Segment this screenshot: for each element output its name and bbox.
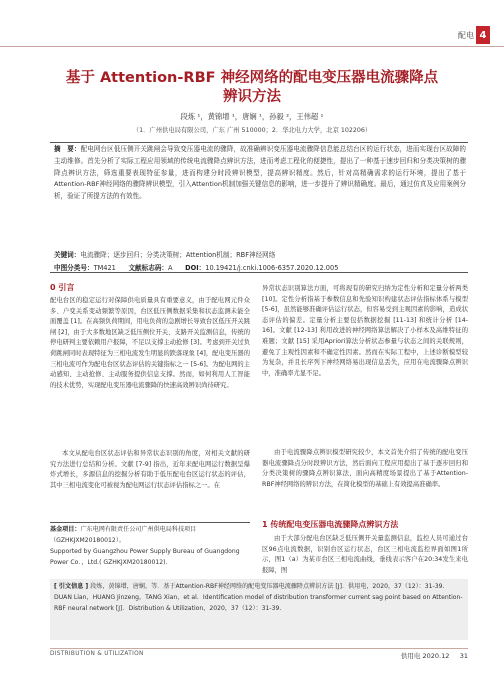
classification xyxy=(54,262,466,272)
issue-box: 4 xyxy=(476,26,490,44)
affiliation: （1．广州供电局有限公司，广东 广州 510000；2．华北电力大学，北京 102206） xyxy=(132,127,372,134)
funding-text-cn: 广东电网有限责任公司广州供电局科技项目（GZHKJXM20180012）。 xyxy=(50,526,197,544)
intro-left-para2: 本文从配电台区状态评估和异常状态识别的角度，对相关文献的研究方法进行总结和分析。文献 [7-9] 指出，近年来配电网运行数据呈爆炸式增长，多源信息的挖掘分析有助于低压配电台区运行状态的评估，其中三相电流变化可被视为配电网运行状态评估指标之一。在 xyxy=(50,450,250,489)
intro-right-para2: 由于电流骤降点辨识模型研究较少，本文首先介绍了传统的配电变压器电流骤降点分时段辨识方法，然后面向工程应用提出了基于逐步回归和分类决策树的骤降点辨识算法，面向高精度场景提出了基于Attention-RBF神经网络的辨识方法，在简化模型的基础上有效提高准确率。 xyxy=(262,449,468,488)
footer-page-info xyxy=(401,651,468,660)
funding xyxy=(50,524,250,568)
abstract xyxy=(54,144,466,203)
footer-journal: 供用电 2020.12 xyxy=(400,652,450,660)
abstract-bottom-rule xyxy=(50,272,468,273)
authors: 段炼 ¹，黄锦增 ¹，唐娴 ¹，孙毅 ²，王伟超 ¹ xyxy=(180,112,324,121)
section1-text: 由于大部分配电台区缺乏低压侧开关量监测信息，监控人员可通过台区96点电流数据，识别台区运行状态，台区三相电流监控界面如图1所示，图1（a）为某市台区三相电流曲线，垂线表示客户在20:34发生来电报障，图 xyxy=(262,535,468,574)
doc-code-label: 文献标志码： xyxy=(128,264,169,272)
paper-title-line1: 基于 Attention-RBF 神经网络的配电变压器电流骤降点 xyxy=(65,70,439,86)
doi-label: DOI： xyxy=(185,264,206,272)
header-rule xyxy=(0,46,504,47)
citation-box xyxy=(50,579,468,640)
intro-left-para1: 配电台区的稳定运行对保障供电质量具有重要意义，由于配电网元件众多、户变关系变动频繁等原因，台区低压侧数据采集和状态监测未能全面覆盖 [1]。在高频负荷期间，用电负荷的急剧增长导致台区低压开关跳闸 [2]，由于大多数地区缺乏低压侧位开关、支路开关监测信息，传统的停电研判主要依赖用户报障，不足以支撑主动抢修 [3]。考虑到开关过负荷跳闸同时表现特征为三相电流发生明显的跌落现象 [4]，配电变压器的三相电流可作为配电台区状态评估的关键指标之一 [5-6]。为配电网的主动感知、主动抢修、主动服务提供信息支撑。然而，如何利用人工智能的技术优势，实现配电变压器电流骤降的快速高效辨识尚待研究。 xyxy=(50,297,250,389)
doi-value: 10.19421/j.cnki.1006-6357.2020.12.005 xyxy=(205,264,339,272)
doc-code-value: A xyxy=(168,264,173,272)
funding-label: 基金项目： xyxy=(50,526,81,533)
intro-heading: 0 引言 xyxy=(50,283,75,292)
clc-label: 中图分类号： xyxy=(54,264,94,272)
section1-heading: 1 传统配电变压器电流骤降点辨识方法 xyxy=(262,520,399,529)
keywords-text: 电流骤降；逐步回归；分类决策树；Attention机制；RBF神经网络 xyxy=(80,251,276,259)
citation-en: DUAN Lian，HUANG Jinzeng，TANG Xian，et al．Identification model of distribution transformer current sag point based on Attention-RBF neural network [J]．Distribution & Utilization，2020，37（12）：31-39. xyxy=(54,593,463,612)
abstract-text: 配电网台区低压侧开关跳闸会导致变压器电流的骤降，故准确辨识变压器电流骤降信息能总结台区的运行状态，进而实现台区故障的主动维修。首先分析了实际工程应用领域的传统电流骤降点辨识方法，进而考虑工程化的便捷性，提出了一种基于速步回归和分类决策树的骤降点辨识方法，筛选重要表现特征参量，进而构建分时段辨识模型，提高辨识精度。然后，针对高精确需求的运行环境，提出了基于Attention-RBF神经网络的骤降辨识模型，引入Attention机制加强关键信息的影响，进一步提升了辨识精确度。最后，通过仿真及应用案例分析，验证了所提方法的有效性。 xyxy=(54,145,466,201)
abstract-top-rule xyxy=(50,142,468,143)
footer-journal-en: DISTRIBUTION & UTILIZATION xyxy=(50,651,144,657)
funding-rule xyxy=(50,522,250,523)
section-tag: 配电 xyxy=(458,31,474,40)
page-number: 31 xyxy=(459,652,468,660)
citation-cn: 段炼，黄锦增，唐娴，等．基于Attention-RBF神经网络的配电变压器电流骤降点辨识方法 [J]．供用电，2020，37（12）：31-39. xyxy=(90,583,445,590)
paper-title-line2: 辨识方法 xyxy=(223,89,281,105)
abstract-label: 摘 要： xyxy=(54,145,81,153)
citation-label: [ 引文信息 ] xyxy=(54,583,89,590)
keywords xyxy=(54,249,466,259)
footer-rule xyxy=(50,648,468,649)
keywords-label: 关键词： xyxy=(54,251,81,259)
clc-value: TM421 xyxy=(93,264,116,272)
funding-text-en: Supported by Guangzhou Power Supply Bureau of Guangdong Power Co．，Ltd.( GZHKJXM20180012)． xyxy=(50,548,240,566)
intro-right-para1: 异常状态识别算法方面，可将现有的研究归纳为定性分析和定量分析两类 [10]。定性分析指基于参数信息和先验知识构建状态评估指标体系与模型 [5-6]，虽然能够准确评估运行状态，但容易受到主观因素的影响，造成状态评估的偏差。定量分析主要包括数据挖掘 [11-13] 和统计分析 [14-16]。文献 [12-13] 利用改进的神经网络算法解决了小样本及高维特征的难题；文献 [15] 采用Apriori算法分析状态参量与状态之间的关联规则，避免了主观性因素和不确定性因素。然而在实际工程中，上述诊断模型较为复杂，并且长序列下神经网络易出现信息丢失，应用在电流骤降点辨识中，准确率尤显不足。 xyxy=(262,285,468,377)
